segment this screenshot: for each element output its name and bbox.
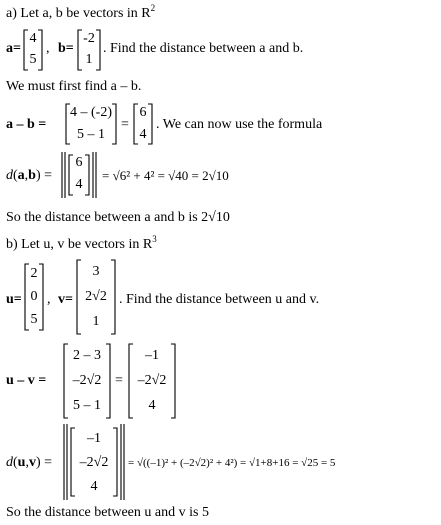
diff-b-entry: –2√2 (72, 373, 102, 388)
equals: = (121, 117, 129, 132)
diff-a-result-entry: 6 (139, 105, 147, 120)
part-b-conclusion: So the distance between u and v is 5 (6, 505, 209, 520)
part-b-find-text: . Find the distance between u and v. (119, 292, 320, 307)
v-label: v= (58, 292, 73, 307)
equals: = (115, 373, 123, 388)
norm-a-entry: 4 (75, 177, 83, 192)
u-vector-entry: 0 (30, 289, 38, 304)
u-label: u= (6, 292, 22, 307)
diff-b-result-entry: –2√2 (137, 373, 167, 388)
diff-b-entry: 5 – 1 (73, 398, 101, 413)
part-a-conclusion: So the distance between a and b is 2√10 (6, 210, 230, 225)
part-a-intro: a) Let a, b be vectors in $R^2$ (6, 3, 156, 21)
distance-a-rhs: = √6² + 4² = √40 = 2√10 (102, 168, 229, 183)
diff-a-entry: 4 – (-2) (70, 105, 112, 120)
distance-a-lhs: d(a,b) = (6, 168, 53, 183)
comma: , (47, 292, 51, 307)
distance-b-rhs: = √((–1)² + (–2√2)² + 4²) = √1+8+16 = √25 = 5 (128, 457, 336, 469)
norm-b-entry: 4 (90, 479, 98, 494)
distance-b-lhs: d(u,v) = (6, 455, 53, 470)
a-label: a= (6, 41, 21, 56)
diff-b-result-entry: 4 (148, 398, 156, 413)
part-b-intro: b) Let u, v be vectors in $R^3$ (6, 234, 157, 252)
diff-b-result-entry: –1 (145, 348, 159, 363)
u-vector-entry: 5 (30, 312, 38, 327)
u-minus-v-label: u – v = (6, 373, 47, 388)
u-vector-entry: 2 (30, 266, 38, 281)
diff-b-entry: 2 – 3 (73, 348, 101, 363)
norm-b-entry: –1 (87, 431, 101, 446)
part-a-first-find: We must first find a – b. (6, 79, 142, 94)
a-vector-entry: 4 (29, 31, 37, 46)
part-a-use-formula: . We can now use the formula (156, 117, 323, 132)
diff-a-entry: 5 – 1 (77, 127, 105, 142)
b-vector-entry: -2 (83, 31, 95, 46)
norm-b-entry: –2√2 (79, 455, 109, 470)
part-a-find-text: . Find the distance between a and b. (103, 41, 304, 56)
diff-a-result-entry: 4 (139, 127, 147, 142)
v-vector-entry: 1 (92, 314, 100, 329)
a-vector-entry: 5 (29, 52, 37, 67)
comma: , (46, 41, 50, 56)
a-minus-b-label: a – b = (6, 117, 47, 132)
v-vector-entry: 3 (92, 264, 100, 279)
b-vector-entry: 1 (85, 52, 93, 67)
b-label: b= (58, 41, 74, 56)
v-vector-entry: 2√2 (85, 289, 107, 304)
norm-a-entry: 6 (75, 155, 83, 170)
